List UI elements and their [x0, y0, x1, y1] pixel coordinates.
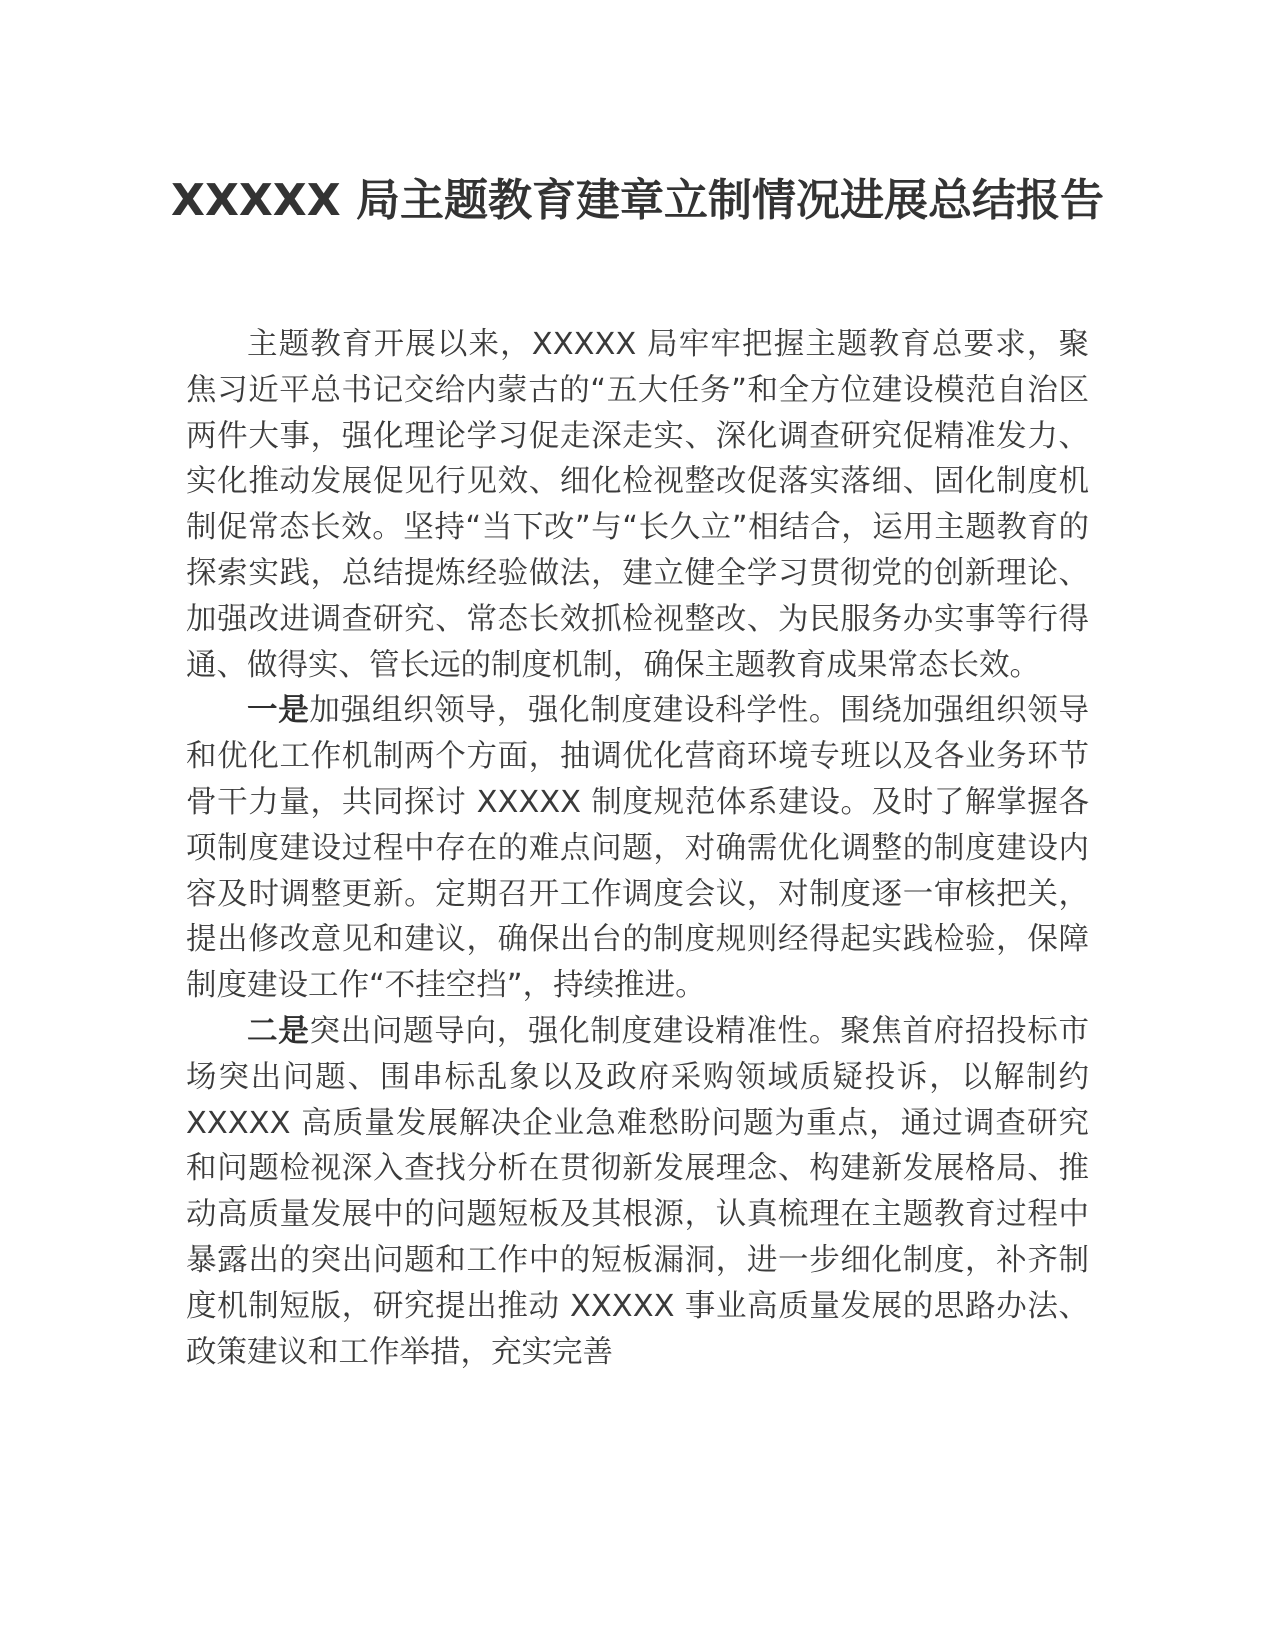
document-body [186, 322, 1089, 1375]
document-title: XXXXX 局主题教育建章立制情况进展总结报告 [171, 175, 1104, 226]
paragraph-text: 突出问题导向，强化制度建设精准性。聚焦首府招投标市场突出问题、围串标乱象以及政府采购领域质疑投诉，以解制约 XXXXX 高质量发展解决企业急难愁盼问题为重点，通过调查研究和问题检视深入查找分析在贯彻新发展理念、构建新发展格局、推动高质量发展中的问题短板及其根源，认真梳理在主题教育过程中暴露出的突出问题和工作中的短板漏洞，进一步细化制度，补齐制度机制短版，研究提出推动 XXXXX 事业高质量发展的思路办法、政策建议和工作举措，充实完善 [186, 1013, 1090, 1370]
paragraph-lead: 二是 [247, 1013, 310, 1049]
paragraph-point-one [186, 688, 1089, 1009]
paragraph-intro [186, 322, 1089, 688]
paragraph-text: 加强组织领导，强化制度建设科学性。围绕加强组织领导和优化工作机制两个方面，抽调优化营商环境专班以及各业务环节骨干力量，共同探讨 XXXXX 制度规范体系建设。及时了解掌握各项制度建设过程中存在的难点问题，对确需优化调整的制度建设内容及时调整更新。定期召开工作调度会议，对制度逐一审核把关，提出修改意见和建议，确保出台的制度规则经得起实践检验，保障制度建设工作“不挂空挡”，持续推进。 [186, 693, 1090, 1004]
paragraph-text: 主题教育开展以来，XXXXX 局牢牢把握主题教育总要求，聚焦习近平总书记交给内蒙古的“五大任务”和全方位建设模范自治区两件大事，强化理论学习促走深走实、深化调查研究促精准发力、实化推动发展促见行见效、细化检视整改促落实落细、固化制度机制促常态长效。坚持“当下改”与“长久立”相结合，运用主题教育的探索实践，总结提炼经验做法，建立健全学习贯彻党的创新理论、加强改进调查研究、常态长效抓检视整改、为民服务办实事等行得通、做得实、管长远的制度机制，确保主题教育成果常态长效。 [186, 327, 1089, 683]
paragraph-point-two [186, 1009, 1089, 1375]
paragraph-lead: 一是 [247, 693, 310, 729]
